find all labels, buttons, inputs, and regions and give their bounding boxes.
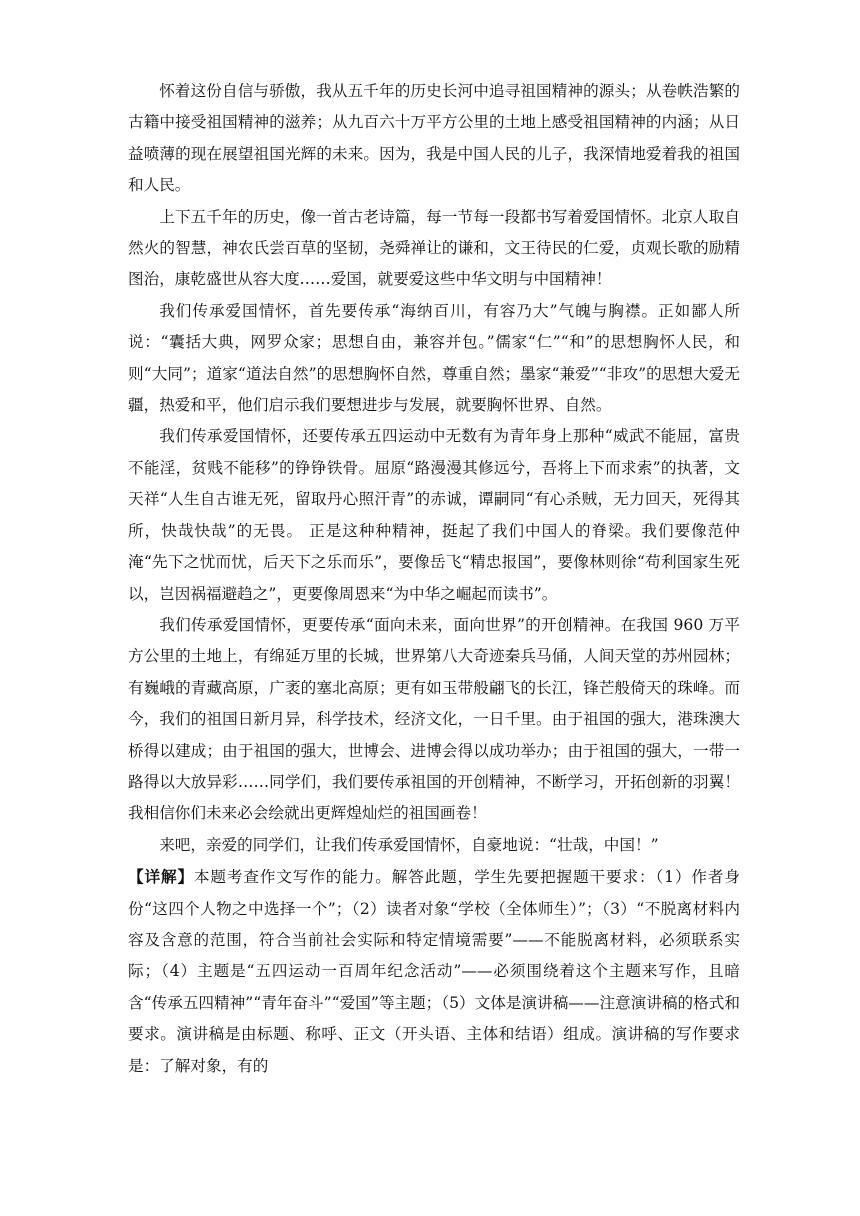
paragraph-4: 我们传承爱国情怀，还要传承五四运动中无数有为青年身上那种“威武不能屈，富贵不能淫，贫贱不能移”的铮铮铁骨。屈原“路漫漫其修远兮，吾将上下而求索”的执著，文天祥“人生自古谁无死，留取丹心照汗青”的赤诚，谭嗣同“有心杀贼，无力回天，死得其所，快哉快哉”的无畏。 正是这种种精神，挺起了我们中国人的脊梁。我们要像范仲淹“先下之忧而忧，后天下之乐而乐”，要像岳飞“精忠报国”，要像林则徐“苟利国家生死以，岂因祸福避趋之”，更要像周恩来“为中华之崛起而读书”。 xyxy=(128,427,740,603)
paragraph-6: 来吧，亲爱的同学们，让我们传承爱国情怀，自豪地说：“壮哉，中国！” xyxy=(159,835,659,854)
paragraph-3: 我们传承爱国情怀，首先要传承“海纳百川，有容乃大”气魄与胸襟。正如鄙人所说：“囊括大典，网罗众家；思想自由，兼容并包。”儒家“仁”“和”的思想胸怀人民，和则“大同”；道家“道法自然”的思想胸怀自然，尊重自然；墨家“兼爱”“非攻”的思想大爱无疆，热爱和平，他们启示我们要想进步与发展，就要胸怀世界、自然。 xyxy=(128,301,740,415)
paragraph-2: 上下五千年的历史，像一首古老诗篇，每一节每一段都书写着爱国情怀。北京人取自然火的智慧，神农氏尝百草的坚韧，尧舜禅让的谦和，文王待民的仁爱，贞观长歌的励精图治，康乾盛世从容大度……爱国，就要爱这些中华文明与中国精神！ xyxy=(128,207,740,289)
detail-paragraph xyxy=(128,861,740,1082)
document-body xyxy=(128,76,740,1082)
detail-text: 本题考查作文写作的能力。解答此题，学生先要把握题干要求：（1）作者身份“这四个人物之中选择一个”；（2）读者对象“学校（全体师生）”；（3）“不脱离材料内容及含意的范围，符合当前社会实际和特定情境需要”——不能脱离材料，必须联系实际；（4）主题是“五四运动一百周年纪念活动”——必须围绕着这个主题来写作，且暗含“传承五四精神”“青年奋斗”“爱国”等主题；（5）文体是演讲稿——注意演讲稿的格式和要求。演讲稿是由标题、称呼、正文（开头语、主体和结语）组成。演讲稿的写作要求是：了解对象，有的 xyxy=(128,868,740,1075)
detail-label: 【详解】 xyxy=(128,867,194,887)
paragraph-1: 怀着这份自信与骄傲，我从五千年的历史长河中追寻祖国精神的源头；从卷帙浩繁的古籍中接受祖国精神的滋养；从九百六十万平方公里的土地上感受祖国精神的内涵；从日益喷薄的现在展望祖国光辉的未来。因为，我是中国人民的儿子，我深情地爱着我的祖国和人民。 xyxy=(128,82,740,195)
paragraph-5: 我们传承爱国情怀，更要传承“面向未来，面向世界”的开创精神。在我国 960 万平方公里的土地上，有绵延万里的长城，世界第八大奇迹秦兵马俑，人间天堂的苏州园林；有巍峨的青藏高原，广袤的塞北高原；更有如玉带般翩飞的长江，锋芒般倚天的珠峰。而今，我们的祖国日新月异，科学技术，经济文化，一日千里。由于祖国的强大，港珠澳大桥得以建成；由于祖国的强大，世博会、进博会得以成功举办；由于祖国的强大，一带一路得以大放异彩……同学们，我们要传承祖国的开创精神，不断学习，开拓创新的羽翼！我相信你们未来必会绘就出更辉煌灿烂的祖国画卷！ xyxy=(128,615,740,823)
